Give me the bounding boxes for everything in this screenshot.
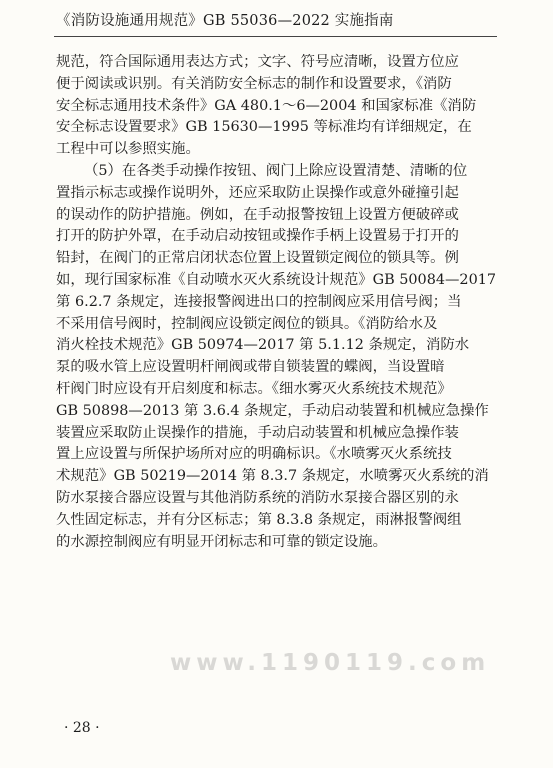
- paragraph-line: 安全标志通用技术条件》GA 480.1～6—2004 和国家标准《消防: [56, 97, 477, 114]
- paragraph-line: 防水泵接合器应设置与其他消防系统的消防水泵接合器区别的永: [56, 489, 459, 506]
- header-rule: [54, 36, 497, 37]
- paragraph-line: 装置应采取防止误操作的措施，手动启动装置和机械应急操作装: [56, 424, 459, 441]
- paragraph-line: 铅封，在阀门的正常启闭状态位置上设置锁定阀位的锁具等。例: [56, 250, 459, 267]
- paragraph-2: [56, 161, 497, 553]
- paragraph-line: 置上应设置与所保护场所对应的明确标识。《水喷雾灭火系统技: [56, 446, 452, 463]
- paragraph-line: 如，现行国家标准《自动喷水灭火系统设计规范》GB 50084—2017: [56, 271, 497, 288]
- paragraph-line: 工程中可以参照实施。: [56, 141, 200, 158]
- paragraph-line: 便于阅读或识别。有关消防安全标志的制作和设置要求，《消防: [56, 75, 452, 92]
- paragraph-line: 久性固定标志，并有分区标志；第 8.3.8 条规定，雨淋报警阀组: [56, 511, 462, 528]
- paragraph-line: 规范，符合国际通用表达方式；文字、符号应清晰，设置方位应: [56, 54, 459, 70]
- paragraph-line: （5）在各类手动操作按钮、阀门上除应设置清楚、清晰的位: [84, 162, 468, 179]
- paragraph-line: 安全标志设置要求》GB 15630—1995 等标准均有详细规定，在: [56, 119, 472, 136]
- paragraph-line: 消火栓技术规范》GB 50974—2017 第 5.1.12 条规定，消防水: [56, 337, 470, 354]
- body-text: [56, 52, 497, 553]
- paragraph-line: 术规范》GB 50219—2014 第 8.3.7 条规定，水喷雾灭火系统的消: [56, 468, 489, 485]
- paragraph-line: 的水源控制阀应有明显开闭标志和可靠的锁定设施。: [56, 533, 387, 550]
- paragraph-1: [56, 52, 497, 161]
- paragraph-line: 打开的防护外罩，在手动启动按钮或操作手柄上设置易于打开的: [56, 228, 459, 245]
- paragraph-line: 杆阀门时应设有开启刻度和标志。《细水雾灭火系统技术规范》: [56, 380, 452, 397]
- paragraph-line: 置指示标志或操作说明外，还应采取防止误操作或意外碰撞引起: [56, 184, 459, 201]
- page-number: · 28 ·: [64, 720, 100, 736]
- paragraph-line: 的误动作的防护措施。例如，在手动报警按钮上设置方便破碎或: [56, 206, 459, 223]
- watermark: www.1190119.com: [170, 650, 491, 676]
- paragraph-line: 不采用信号阀时，控制阀应设锁定阀位的锁具。《消防给水及: [56, 315, 438, 332]
- paragraph-line: 泵的吸水管上应设置明杆闸阀或带自锁装置的蝶阀，当设置暗: [56, 359, 445, 376]
- running-header: 《消防设施通用规范》GB 55036—2022 实施指南: [56, 13, 394, 29]
- paragraph-line: 第 6.2.7 条规定，连接报警阀进出口的控制阀应采用信号阀；当: [56, 293, 462, 310]
- paragraph-line: GB 50898—2013 第 3.6.4 条规定，手动启动装置和机械应急操作: [56, 402, 489, 419]
